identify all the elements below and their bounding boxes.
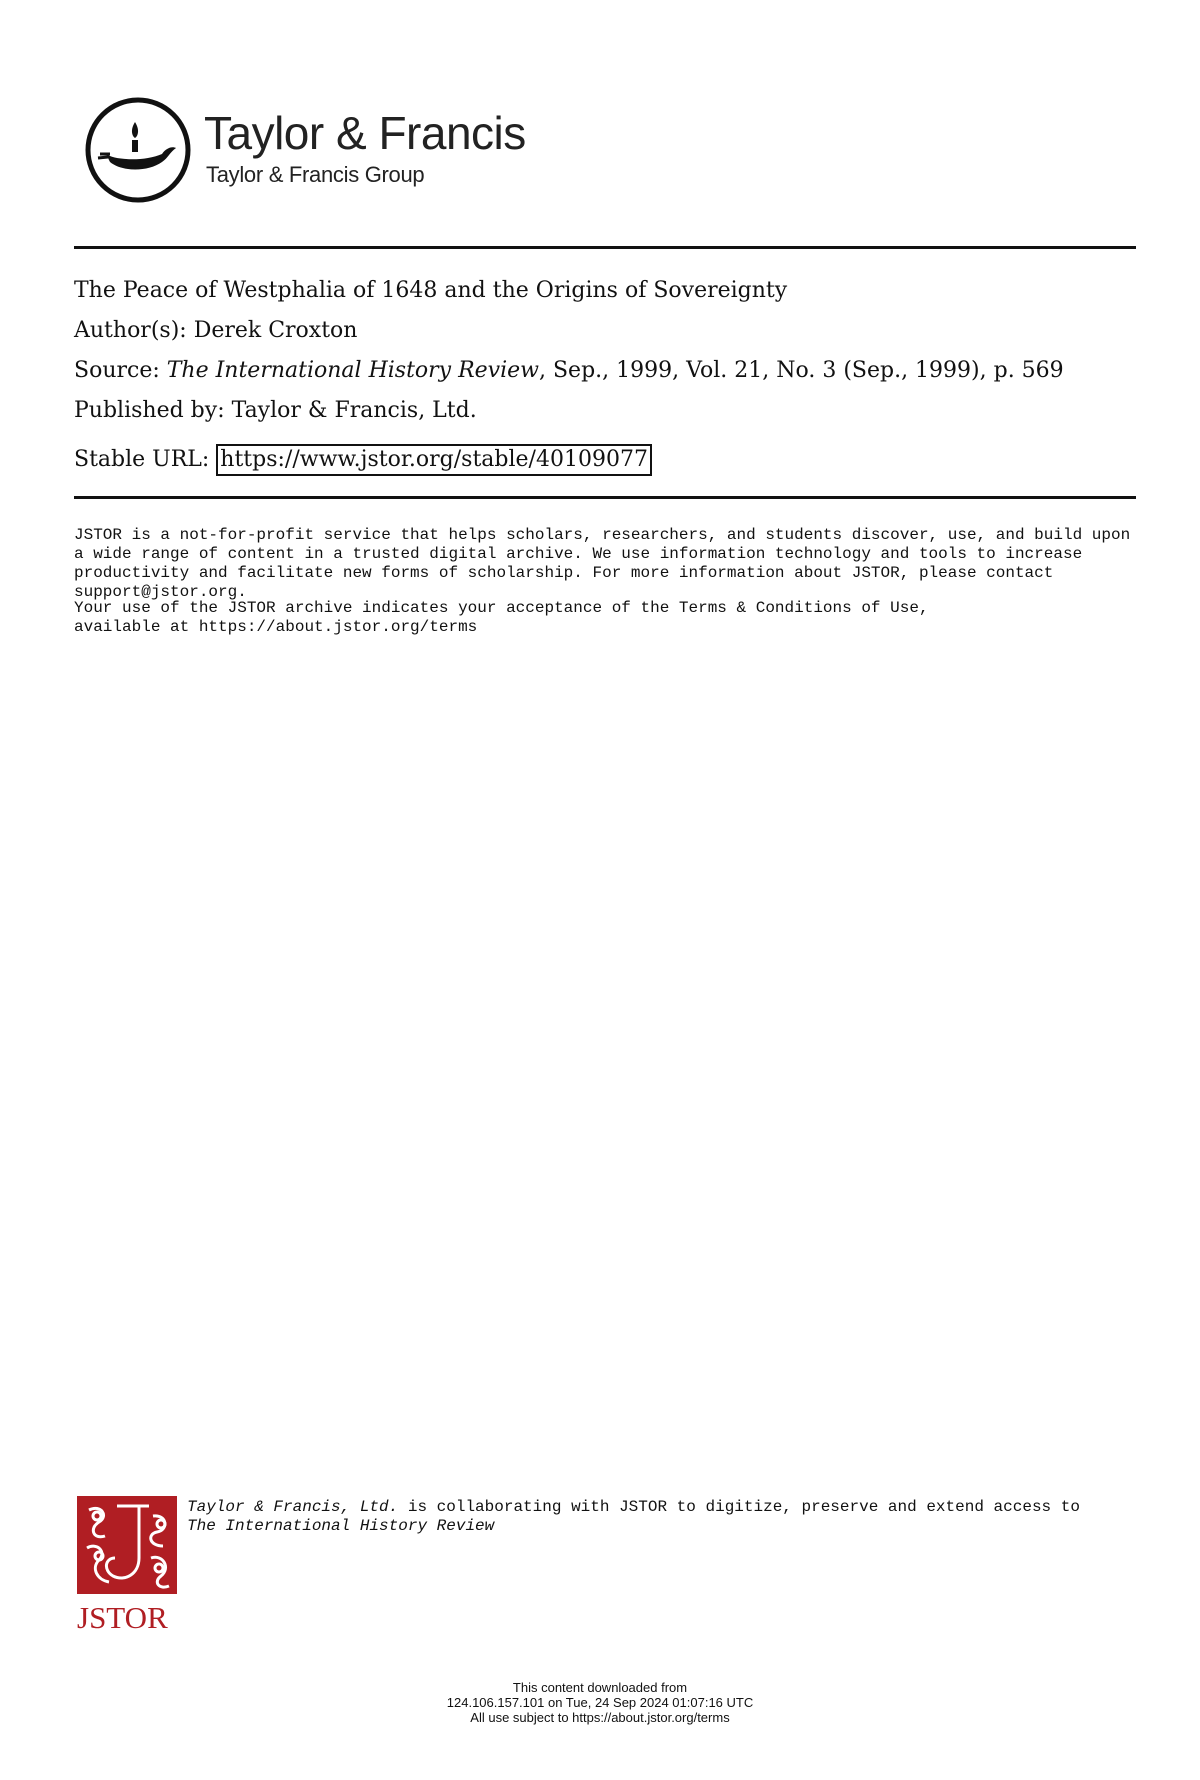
source-prefix: Source: [74,358,167,383]
download-footer [0,1680,1200,1725]
footer-line-3: All use subject to https://about.jstor.org/terms [470,1710,730,1725]
oil-lamp-icon [84,96,192,204]
collaboration-statement [187,1498,1087,1536]
jstor-seal-icon [77,1496,177,1594]
article-source [74,358,1064,383]
article-authors: Author(s): Derek Croxton [74,318,358,343]
jstor-wordmark: JSTOR [77,1600,168,1635]
stable-url-link[interactable]: https://www.jstor.org/stable/40109077 [216,444,652,476]
publisher-name: Taylor & Francis [204,107,526,159]
stable-url-label: Stable URL: [74,447,217,472]
jstor-logo [77,1496,179,1636]
collab-text: is collaborating with JSTOR to digitize, preserve and extend access to [398,1498,1080,1516]
collab-publisher: Taylor & Francis, Ltd. [187,1498,399,1516]
collab-journal: The International History Review [187,1517,495,1535]
footer-line-2: 124.106.157.101 on Tue, 24 Sep 2024 01:07:16 UTC [446,1695,754,1710]
stable-url-line [74,444,652,476]
source-details: , Sep., 1999, Vol. 21, No. 3 (Sep., 1999), p. 569 [539,358,1064,383]
publisher-logo [84,96,544,206]
publisher-group: Taylor & Francis Group [206,162,425,187]
jstor-about-notice: JSTOR is a not-for-profit service that helps scholars, researchers, and students discover, use, and build upon a wide range of content in a trusted digital archive. We use information technology and tools to increase productivity and facilitate new forms of scholarship. For more information about JSTOR, please contact support@jstor.org. [74,526,1131,601]
terms-notice: Your use of the JSTOR archive indicates your acceptance of the Terms & Conditions of Use, available at https://about.jstor.org/terms [74,599,929,636]
published-by: Published by: Taylor & Francis, Ltd. [74,398,477,423]
top-divider [74,246,1136,249]
source-journal: The International History Review [166,358,539,383]
article-title: The Peace of Westphalia of 1648 and the Origins of Sovereignty [74,278,788,303]
bottom-divider [74,496,1136,499]
footer-line-1: This content downloaded from [512,1680,688,1695]
